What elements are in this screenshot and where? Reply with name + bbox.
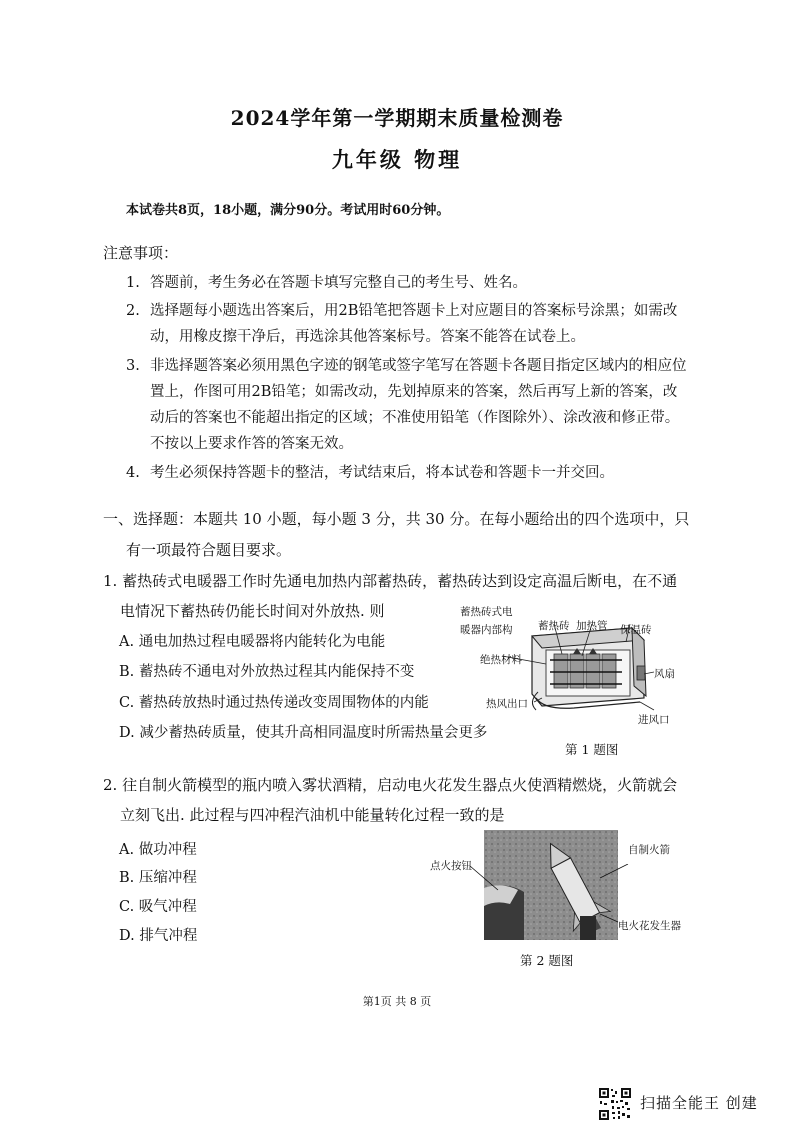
notice-item-number: 3. <box>126 358 140 374</box>
fig1-label-insulation-brick: 保温砖 <box>620 624 652 636</box>
fig1-label-fan: 风扇 <box>654 668 675 680</box>
notice-item <box>126 353 688 457</box>
q1-option-d: D. 减少蓄热砖质量，使其升高相同温度时所需热量会更多 <box>119 725 488 741</box>
question-2-stem-cont: 立刻飞出. 此过程与四冲程汽油机中能量转化过程一致的是 <box>120 806 505 824</box>
fig1-label-hot-outlet: 热风出口 <box>486 698 528 710</box>
q1-option-c: C. 蓄热砖放热时通过热传递改变周围物体的内能 <box>119 695 429 711</box>
fig1-title-line2: 暖器内部构 <box>460 624 513 636</box>
page-title: 2024学年第一学期期末质量检测卷 <box>230 106 564 130</box>
q2-option-a: A. 做功冲程 <box>119 842 197 858</box>
section-heading: 一、选择题：本题共 10 小题，每小题 3 分，共 30 分。在每小题给出的四个选项中，只 <box>103 510 690 528</box>
scanner-watermark-text: 扫描全能王 创建 <box>640 1094 758 1112</box>
q1-option-a: A. 通电加热过程电暖器将内能转化为电能 <box>119 634 386 650</box>
notice-item-number: 4. <box>126 465 140 481</box>
q2-option-b: B. 压缩冲程 <box>119 870 197 886</box>
notice-heading: 注意事项： <box>103 244 179 262</box>
fig1-label-brick: 蓄热砖 <box>538 620 570 632</box>
fig1-label-heater: 加热管 <box>576 620 608 632</box>
q2-option-d: D. 排气冲程 <box>119 928 198 944</box>
figure-2-caption: 第 2 题图 <box>520 953 574 968</box>
fig1-label-inlet: 进风口 <box>638 714 670 726</box>
fig2-leader-lines <box>470 864 640 928</box>
notice-item-number: 2. <box>126 303 140 319</box>
notice-item-text: 非选择题答案必须用黑色字迹的钢笔或签字笔写在答题卡各题目指定区域内的相应位置上，作图可用2B铅笔；如需改动，先划掉原来的答案，然后再写上新的答案，改动后的答案也不能超出指定的区域；不准使用铅笔（作图除外）、涂改液和修正带。不按以上要求作答的答案无效。 <box>150 358 687 452</box>
qr-code-icon <box>598 1087 632 1125</box>
exam-info: 本试卷共8页，18小题，满分90分。考试用时60分钟。 <box>126 203 450 218</box>
figure-1-heater-diagram <box>454 598 684 758</box>
fig1-title-line1: 蓄热砖式电 <box>460 606 513 618</box>
notice-item-number: 1. <box>126 275 140 291</box>
notice-item <box>126 298 688 350</box>
fig1-label-insulation-material: 绝热材料 <box>480 654 522 666</box>
question-1-stem: 1. 蓄热砖式电暖器工作时先通电加热内部蓄热砖，蓄热砖达到设定高温后断电，在不通 <box>103 572 678 590</box>
q1-option-b: B. 蓄热砖不通电对外放热过程其内能保持不变 <box>119 664 415 680</box>
fig2-label-rocket: 自制火箭 <box>628 844 670 856</box>
notice-item-text: 答题前，考生务必在答题卡填写完整自己的考生号、姓名。 <box>150 275 527 291</box>
question-1-stem-cont: 电情况下蓄热砖仍能长时间对外放热. 则 <box>120 602 385 620</box>
notice-item-text: 考生必须保持答题卡的整洁，考试结束后，将本试卷和答题卡一并交回。 <box>150 465 614 481</box>
fig2-label-ignition: 点火按钮 <box>430 860 472 872</box>
page-subtitle: 九年级 物理 <box>331 147 463 172</box>
fig2-label-spark: 电火花发生器 <box>618 920 681 932</box>
question-2-stem: 2. 往自制火箭模型的瓶内喷入雾状酒精，启动电火花发生器点火使酒精燃烧，火箭就会 <box>103 776 678 794</box>
notice-item-text: 选择题每小题选出答案后，用2B铅笔把答题卡上对应题目的答案标号涂黑；如需改动，用橡皮擦干净后，再选涂其他答案标号。答案不能答在试卷上。 <box>150 303 678 345</box>
q2-option-c: C. 吸气冲程 <box>119 899 197 915</box>
page-footer: 第1页 共 8 页 <box>362 995 432 1008</box>
figure-1-caption: 第 1 题图 <box>565 742 619 757</box>
section-heading-cont: 有一项最符合题目要求。 <box>126 541 292 559</box>
